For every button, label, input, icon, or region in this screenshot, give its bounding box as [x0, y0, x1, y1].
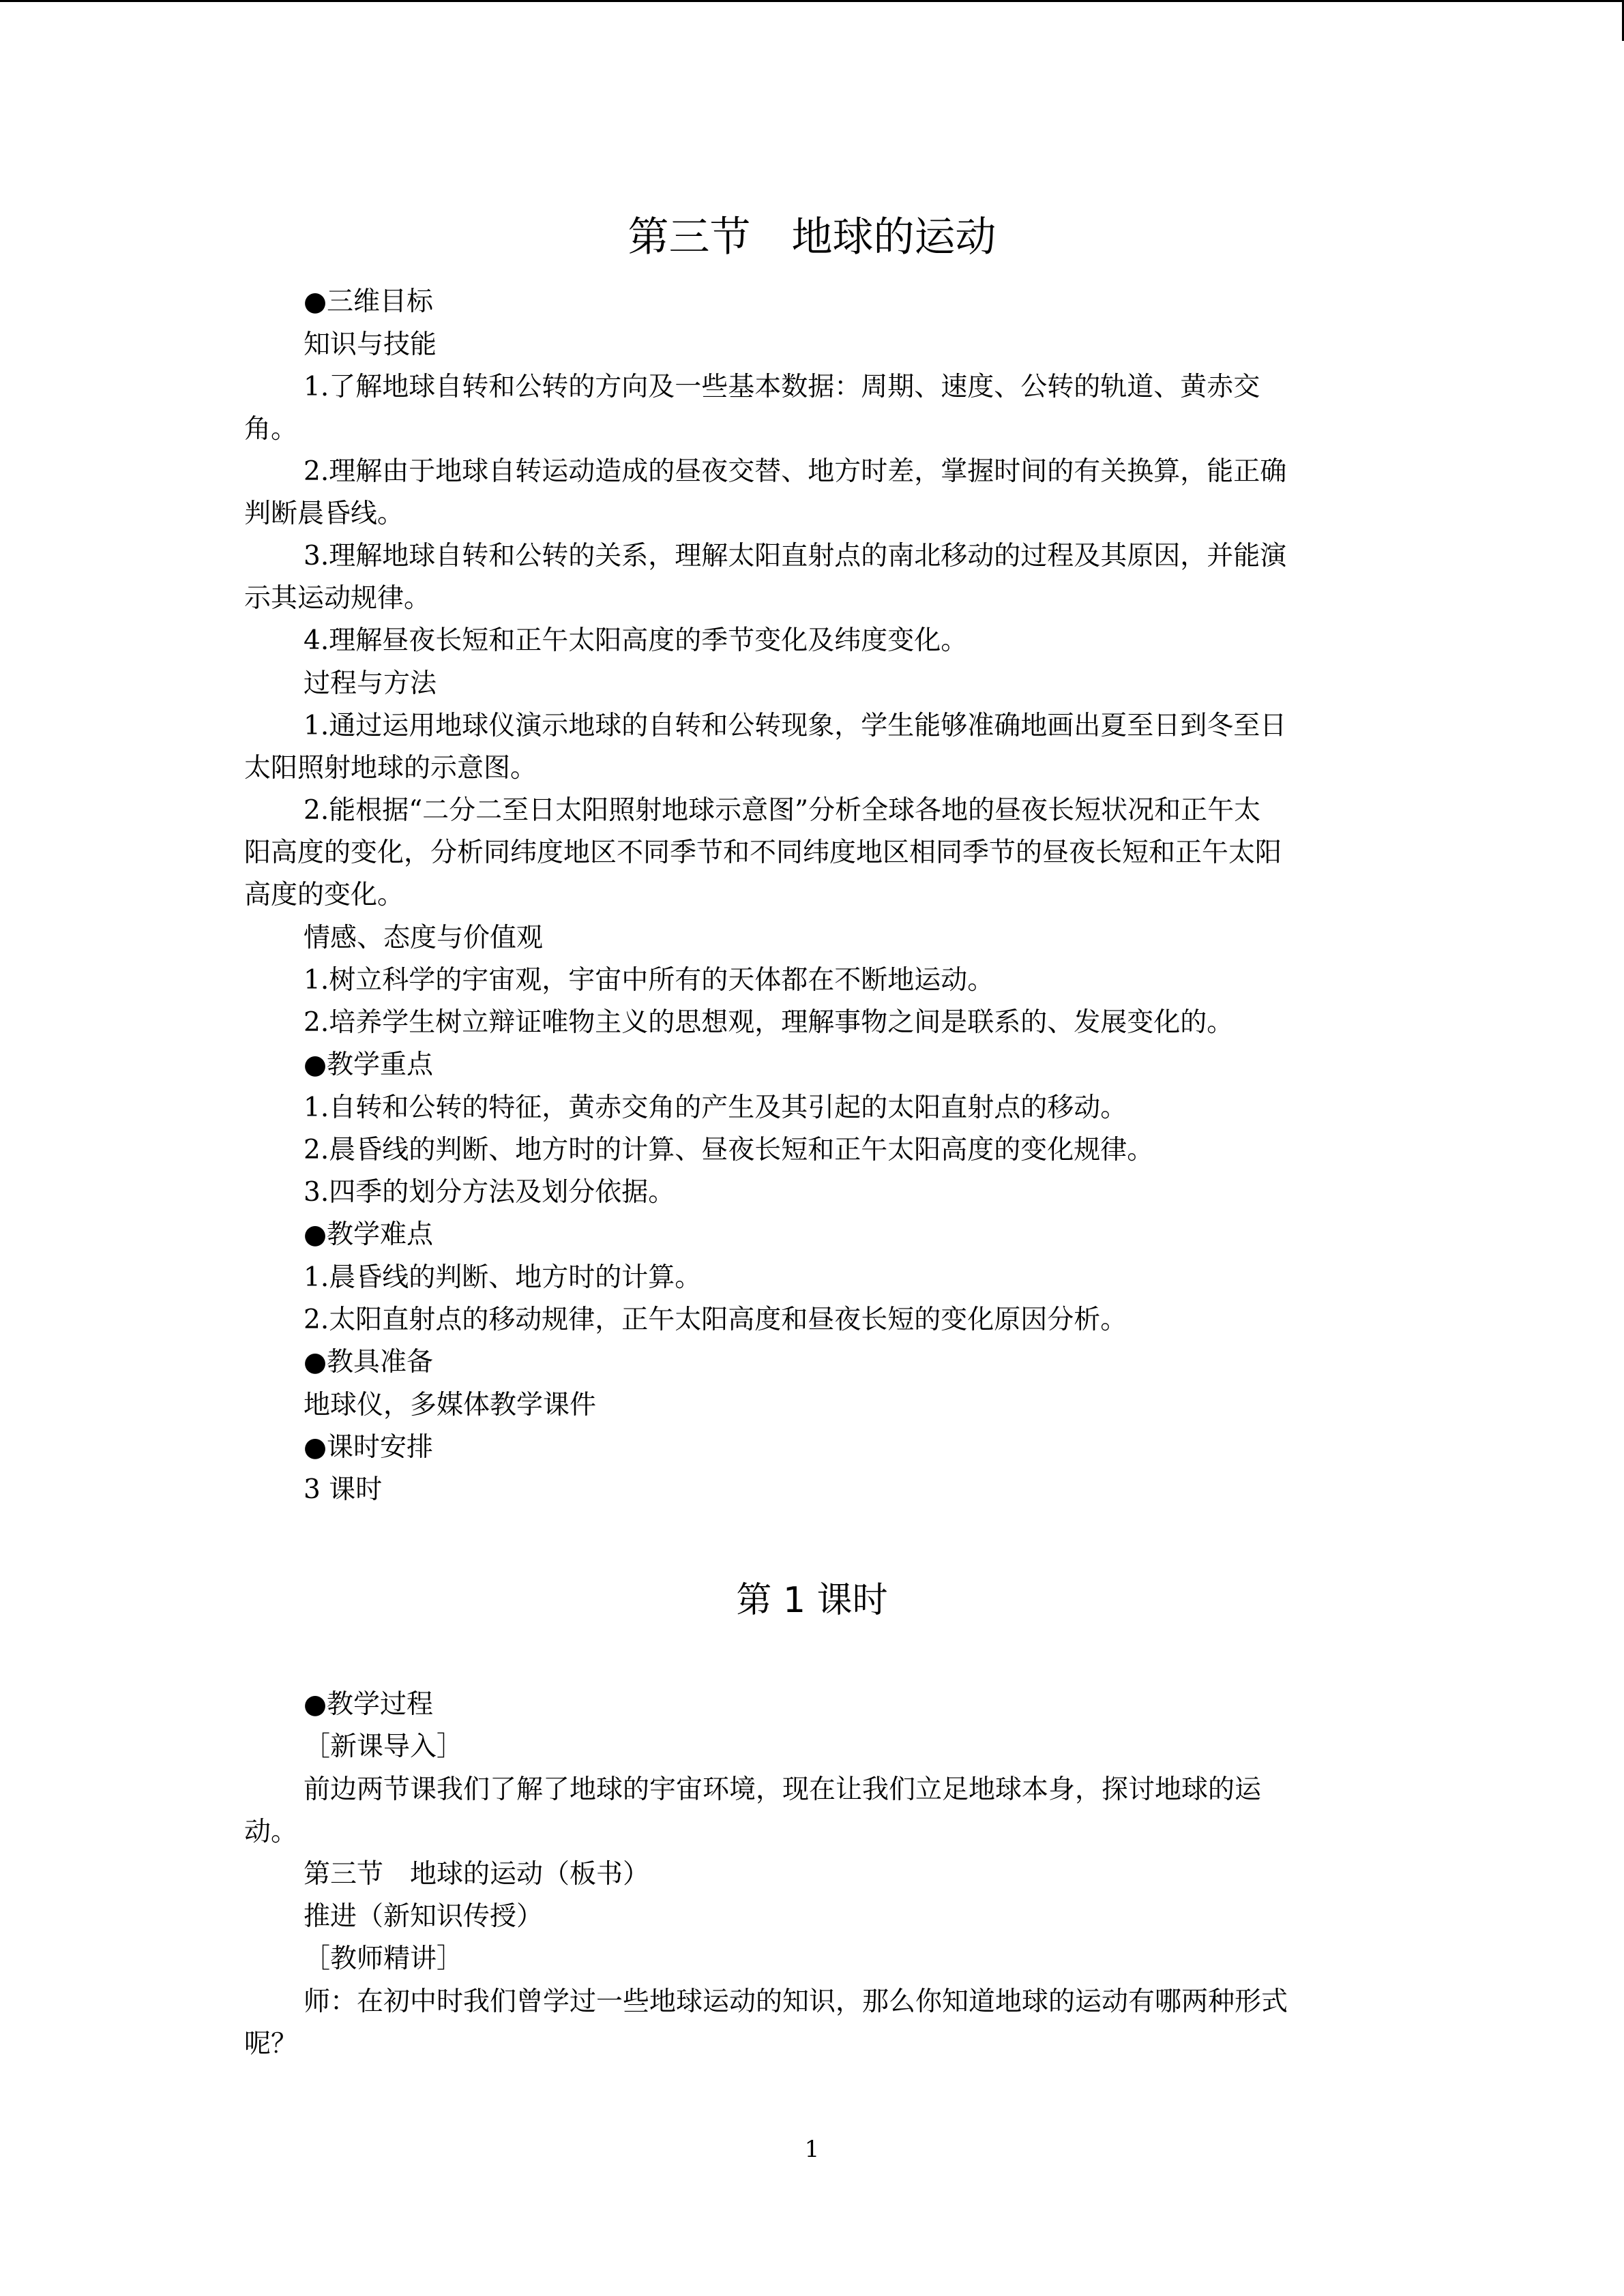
text-line: 1.通过运用地球仪演示地球的自转和公转现象，学生能够准确地画出夏至日到冬至日 [304, 711, 1287, 741]
text-line: 1.了解地球自转和公转的方向及一些基本数据：周期、速度、公转的轨道、黄赤交 [304, 372, 1260, 402]
text-line: 呢？ [244, 2029, 298, 2059]
heading-difficulties: ●教学难点 [304, 1219, 434, 1250]
heading-objectives: ●三维目标 [304, 286, 434, 317]
heading-schedule: ●课时安排 [304, 1432, 434, 1463]
heading-key-points: ●教学重点 [304, 1049, 434, 1080]
section-title: 第 1 课时 [736, 1580, 888, 1621]
text-line: 地球仪，多媒体教学课件 [304, 1390, 597, 1420]
text-line: 角。 [244, 414, 298, 445]
text-line: 2.太阳直射点的移动规律，正午太阳高度和昼夜长短的变化原因分析。 [304, 1304, 1127, 1335]
text-line: 前边两节课我们了解了地球的宇宙环境，现在让我们立足地球本身，探讨地球的运 [304, 1774, 1262, 1805]
subheading-knowledge: 知识与技能 [304, 329, 437, 360]
subheading-process: 过程与方法 [304, 668, 437, 699]
page-number: 1 [804, 2136, 820, 2163]
heading-teaching-aids: ●教具准备 [304, 1347, 434, 1377]
page-top-border [0, 0, 1624, 2]
text-line: 动。 [244, 1817, 298, 1847]
text-line: 3 课时 [304, 1474, 383, 1505]
text-line: 判断晨昏线。 [244, 498, 404, 529]
text-line: 2.理解由于地球自转运动造成的昼夜交替、地方时差，掌握时间的有关换算，能正确 [304, 456, 1287, 487]
subheading-values: 情感、态度与价值观 [304, 923, 544, 953]
text-line: 4.理解昼夜长短和正午太阳高度的季节变化及纬度变化。 [304, 625, 968, 656]
text-line: 3.理解地球自转和公转的关系，理解太阳直射点的南北移动的过程及其原因，并能演 [304, 541, 1287, 571]
text-line: 1.自转和公转的特征，黄赤交角的产生及其引起的太阳直射点的移动。 [304, 1092, 1127, 1123]
page-title: 第三节 地球的运动 [628, 213, 996, 261]
text-line: 1.树立科学的宇宙观，宇宙中所有的天体都在不断地运动。 [304, 965, 994, 996]
text-line: 推进（新知识传授） [304, 1901, 544, 1932]
text-line: 高度的变化。 [244, 880, 404, 910]
text-line: 2.晨昏线的判断、地方时的计算、昼夜长短和正午太阳高度的变化规律。 [304, 1135, 1154, 1165]
text-line: 阳高度的变化，分析同纬度地区不同季节和不同纬度地区相同季节的昼夜长短和正午太阳 [244, 837, 1282, 868]
text-line: 3.四季的划分方法及划分依据。 [304, 1177, 675, 1208]
text-line: ［新课导入］ [304, 1731, 464, 1762]
text-line: 师：在初中时我们曾学过一些地球运动的知识，那么你知道地球的运动有哪两种形式 [304, 1986, 1288, 2017]
text-line: ［教师精讲］ [304, 1943, 464, 1974]
text-line: 2.能根据“二分二至日太阳照射地球示意图”分析全球各地的昼夜长短状况和正午太 [304, 795, 1261, 826]
text-line: 2.培养学生树立辩证唯物主义的思想观，理解事物之间是联系的、发展变化的。 [304, 1007, 1234, 1038]
text-line: 太阳照射地球的示意图。 [244, 753, 537, 784]
text-line: 第三节 地球的运动（板书） [304, 1859, 650, 1890]
text-line: 1.晨昏线的判断、地方时的计算。 [304, 1262, 702, 1293]
text-line: 示其运动规律。 [244, 583, 431, 614]
heading-teaching-process: ●教学过程 [304, 1689, 434, 1720]
